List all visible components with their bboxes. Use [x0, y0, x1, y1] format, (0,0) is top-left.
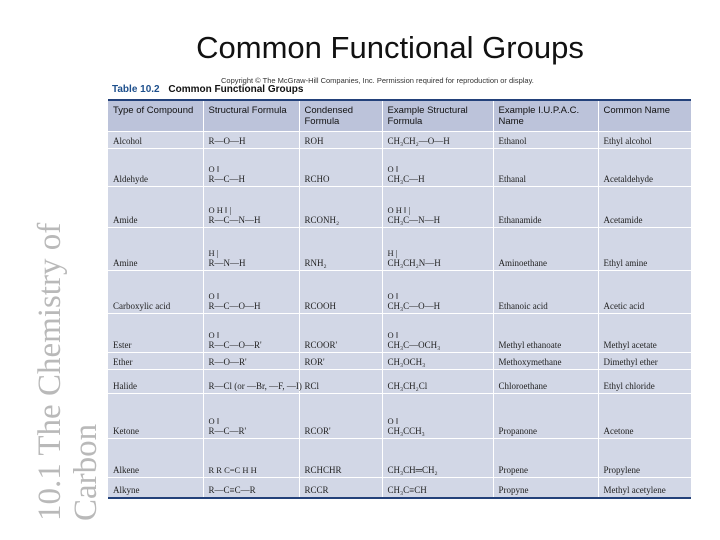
example-formula-top: H |	[387, 248, 398, 259]
condensed-formula: RCCR	[304, 485, 329, 495]
side-title	[16, 113, 116, 523]
table-row	[108, 370, 691, 394]
condensed-formula: ROR'	[304, 357, 325, 368]
type-label: Ether	[113, 357, 133, 368]
common-name: Methyl acetylene	[603, 485, 666, 495]
structural-formula-top: O ‖	[208, 164, 220, 175]
type-label: Ketone	[113, 426, 139, 437]
condensed-formula: RCOR'	[304, 426, 331, 437]
column-header: Condensed Formula	[299, 101, 382, 131]
type-label: Amide	[113, 215, 138, 226]
example-formula-top: O H ‖ |	[387, 205, 411, 216]
structural-formula: R—C≡C—R	[208, 485, 256, 495]
table-header-row	[108, 101, 691, 131]
table-row	[108, 187, 691, 228]
condensed-formula-cell	[299, 314, 382, 353]
iupac-name: Ethanol	[498, 135, 527, 146]
iupac-name-cell	[493, 314, 598, 353]
example-formula-top: O ‖	[387, 291, 399, 302]
table-row	[108, 228, 691, 271]
column-header: Structural Formula	[203, 101, 299, 131]
condensed-formula-cell	[299, 187, 382, 228]
condensed-formula-cell	[299, 439, 382, 478]
condensed-formula: RCl	[304, 381, 320, 392]
type-label: Ester	[113, 340, 132, 351]
condensed-formula: RCONH₂	[304, 215, 340, 226]
table-row	[108, 353, 691, 370]
example-structural-cell	[382, 394, 493, 439]
common-name-cell	[598, 439, 691, 478]
copyright-notice: Copyright © The McGraw-Hill Companies, Inc. Permission required for reproduction or display.	[221, 76, 534, 85]
column-header: Example Structural Formula	[382, 101, 493, 131]
table-row	[108, 394, 691, 439]
type-label: Alcohol	[113, 135, 142, 146]
common-name: Acetamide	[603, 215, 643, 226]
table-row	[108, 148, 691, 187]
example-structural-cell	[382, 370, 493, 394]
structural-formula: R—C—O—R'	[208, 340, 262, 351]
side-title-line2: Carbon	[68, 423, 104, 521]
condensed-formula: RCHCHR	[304, 465, 342, 476]
iupac-name: Methyl ethanoate	[498, 340, 562, 351]
iupac-name-cell	[493, 271, 598, 314]
type-label: Carboxylic acid	[113, 301, 171, 312]
type-cell	[108, 394, 203, 439]
iupac-name-cell	[493, 148, 598, 187]
type-cell	[108, 353, 203, 370]
structural-formula: R—C—N—H	[208, 215, 261, 226]
common-name-cell	[598, 394, 691, 439]
condensed-formula-cell	[299, 353, 382, 370]
column-header: Common Name	[598, 101, 691, 131]
example-structural-formula: CH₃CH₂—O—H	[387, 135, 450, 146]
condensed-formula-cell	[299, 228, 382, 271]
iupac-name-cell	[493, 131, 598, 148]
table-row	[108, 271, 691, 314]
type-cell	[108, 148, 203, 187]
iupac-name: Ethanal	[498, 174, 526, 185]
iupac-name-cell	[493, 394, 598, 439]
structural-formula: R—Cl (or —Br, —F, —I)	[208, 381, 302, 392]
type-cell	[108, 478, 203, 497]
structural-formula-top: O ‖	[208, 291, 220, 302]
iupac-name: Chloroethane	[498, 381, 547, 392]
type-cell	[108, 370, 203, 394]
structural-formula-cell	[203, 271, 299, 314]
type-cell	[108, 314, 203, 353]
table-caption-label: Common Functional Groups	[168, 84, 304, 95]
condensed-formula-cell	[299, 394, 382, 439]
table-number: Table 10.2	[112, 84, 160, 95]
structural-formula-top: O H ‖ |	[208, 205, 232, 216]
slide-title: Common Functional Groups	[196, 30, 584, 65]
structural-formula-cell	[203, 353, 299, 370]
structural-formula-cell	[203, 228, 299, 271]
common-name-cell	[598, 187, 691, 228]
common-name-cell	[598, 478, 691, 497]
type-cell	[108, 439, 203, 478]
structural-formula-cell	[203, 394, 299, 439]
structural-formula-cell	[203, 439, 299, 478]
condensed-formula-cell	[299, 271, 382, 314]
type-label: Alkene	[113, 465, 139, 476]
side-title-line1: 10.1 The Chemistry of	[32, 222, 68, 521]
example-structural-formula: CH₃C—O—H	[387, 301, 441, 312]
structural-formula-cell	[203, 131, 299, 148]
table-caption	[112, 84, 303, 95]
type-cell	[108, 187, 203, 228]
condensed-formula-cell	[299, 478, 382, 497]
iupac-name-cell	[493, 353, 598, 370]
condensed-formula-cell	[299, 131, 382, 148]
condensed-formula: RCOOH	[304, 301, 337, 312]
example-structural-formula: CH₃C—OCH₃	[387, 340, 441, 351]
example-structural-formula: CH₃C—N—H	[387, 215, 441, 226]
common-name-cell	[598, 271, 691, 314]
type-label: Amine	[113, 258, 138, 269]
condensed-formula-cell	[299, 370, 382, 394]
example-structural-formula: CH₃C—H	[387, 174, 425, 185]
column-header: Type of Compound	[108, 101, 203, 131]
type-cell	[108, 228, 203, 271]
structural-formula-cell	[203, 478, 299, 497]
example-structural-cell	[382, 478, 493, 497]
type-label: Halide	[113, 381, 137, 392]
common-name: Acetic acid	[603, 301, 645, 312]
iupac-name: Methoxymethane	[498, 357, 562, 368]
common-name: Dimethyl ether	[603, 357, 658, 368]
example-structural-formula: CH₃OCH₃	[387, 357, 426, 368]
example-structural-cell	[382, 271, 493, 314]
common-name-cell	[598, 148, 691, 187]
example-structural-cell	[382, 187, 493, 228]
iupac-name: Propyne	[498, 485, 529, 495]
condensed-formula: RNH₂	[304, 258, 327, 269]
common-name-cell	[598, 228, 691, 271]
common-name-cell	[598, 131, 691, 148]
table-row	[108, 478, 691, 497]
condensed-formula: ROH	[304, 135, 324, 146]
common-name: Methyl acetate	[603, 340, 657, 351]
iupac-name: Propene	[498, 465, 528, 476]
type-cell	[108, 271, 203, 314]
iupac-name-cell	[493, 187, 598, 228]
example-structural-formula: CH₃CH₂N—H	[387, 258, 441, 269]
iupac-name: Ethanamide	[498, 215, 542, 226]
example-formula-top: O ‖	[387, 164, 399, 175]
iupac-name-cell	[493, 439, 598, 478]
common-name-cell	[598, 314, 691, 353]
example-structural-cell	[382, 353, 493, 370]
common-name: Acetone	[603, 426, 634, 437]
example-structural-cell	[382, 131, 493, 148]
structural-formula-cell	[203, 187, 299, 228]
column-header: Example I.U.P.A.C. Name	[493, 101, 598, 131]
iupac-name-cell	[493, 228, 598, 271]
type-label: Aldehyde	[113, 174, 148, 185]
structural-formula-top: H |	[208, 248, 219, 259]
example-structural-cell	[382, 314, 493, 353]
structural-formula-cell	[203, 370, 302, 394]
common-name: Propylene	[603, 465, 640, 476]
example-structural-formula: CH₃CCH₃	[387, 426, 425, 437]
structural-formula: R—O—R'	[208, 357, 247, 368]
structural-formula-cell	[203, 148, 299, 187]
structural-formula-cell	[203, 314, 299, 353]
structural-formula: R—C—O—H	[208, 301, 261, 312]
example-formula-top: O ‖	[387, 330, 399, 341]
iupac-name-cell	[493, 370, 598, 394]
iupac-name: Propanone	[498, 426, 537, 437]
example-structural-cell	[382, 148, 493, 187]
example-structural-formula: CH₃CH₂Cl	[387, 381, 428, 392]
common-name: Acetaldehyde	[603, 174, 653, 185]
functional-groups-table	[108, 99, 691, 499]
table-row	[108, 314, 691, 353]
common-name-cell	[598, 353, 691, 370]
iupac-name: Ethanoic acid	[498, 301, 548, 312]
structural-formula-top: O ‖	[208, 330, 220, 341]
structural-formula: R—C—H	[208, 174, 246, 185]
common-name: Ethyl chloride	[603, 381, 655, 392]
common-name: Ethyl alcohol	[603, 135, 652, 146]
example-structural-formula: CH₃C≡CH	[387, 485, 427, 495]
type-cell	[108, 131, 203, 148]
example-formula-top: O ‖	[387, 416, 399, 427]
structural-formula: R—N—H	[208, 258, 246, 269]
condensed-formula-cell	[299, 148, 382, 187]
table-row	[108, 131, 691, 148]
condensed-formula: RCHO	[304, 174, 330, 185]
table-row	[108, 439, 691, 478]
common-name: Ethyl amine	[603, 258, 648, 269]
structural-formula-top: R R C=C H H	[208, 465, 257, 476]
iupac-name-cell	[493, 478, 598, 497]
common-name-cell	[598, 370, 691, 394]
structural-formula: R—C—R'	[208, 426, 247, 437]
type-label: Alkyne	[113, 485, 140, 495]
condensed-formula: RCOOR'	[304, 340, 338, 351]
structural-formula: R—O—H	[208, 135, 246, 146]
structural-formula-top: O ‖	[208, 416, 220, 427]
example-structural-formula: CH₃CH═CH₂	[387, 465, 438, 476]
iupac-name: Aminoethane	[498, 258, 547, 269]
example-structural-cell	[382, 439, 493, 478]
example-structural-cell	[382, 228, 493, 271]
